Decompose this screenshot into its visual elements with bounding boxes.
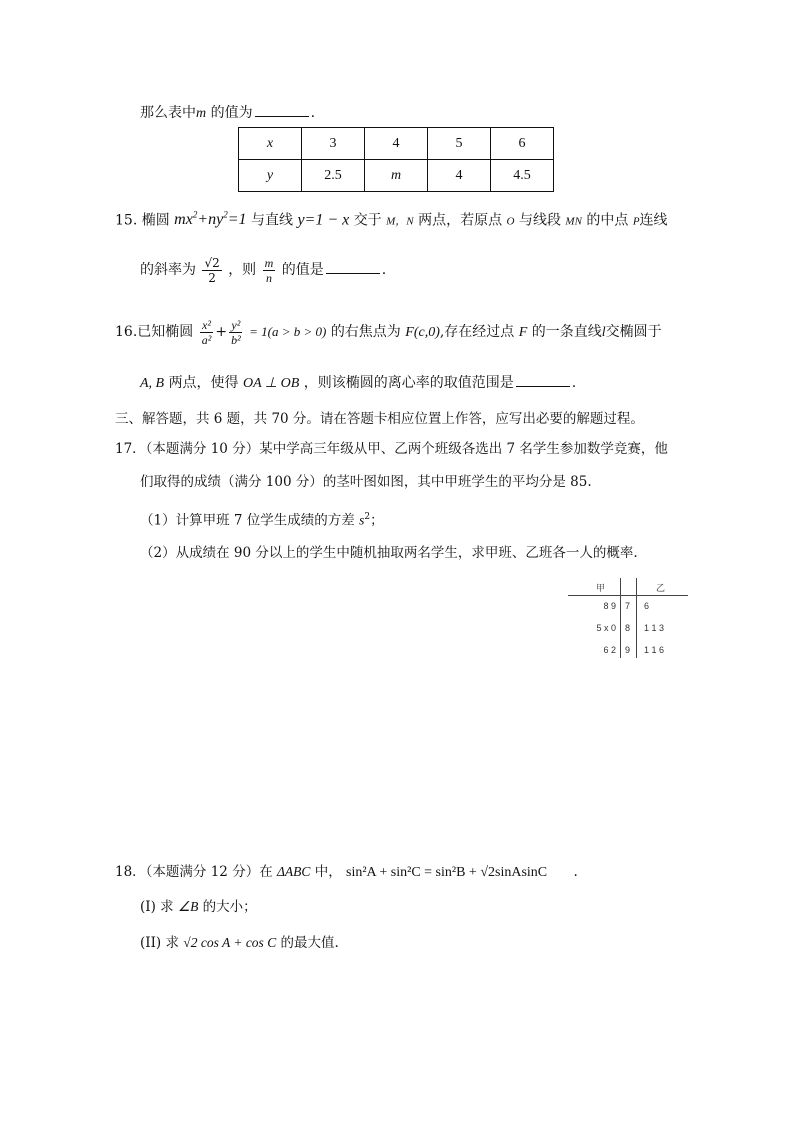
stem-leaf-left: 6 2 (603, 645, 616, 655)
stem-leaf-left: 5 x 0 (596, 623, 616, 633)
fraction-m-over-n: $\frac{m}{n}$ (264, 255, 274, 285)
stem-leaf-right: 1 1 6 (644, 645, 665, 655)
q17-part1: （1）计算甲班 7 位学生成绩的方差 $s^2$； (140, 512, 384, 529)
stem-leaf-right: 6 (644, 601, 650, 611)
answer-blank (516, 372, 570, 387)
answer-blank (255, 102, 309, 117)
stem-header-left: 甲 (596, 583, 606, 593)
section-heading: 三、解答题，共 6 题，共 70 分。请在答题卡相应位置上作答，应写出必要的解题过程。 (115, 411, 644, 427)
stem-value: 7 (625, 601, 631, 611)
table-row-y: y 2.5 m 4 4.5 (239, 160, 554, 192)
fraction-x2-over-a2: $\frac{\text{x²}}{\text{a²}}$ (201, 317, 212, 347)
stem-leaf-plot (568, 578, 688, 658)
answer-blank (326, 259, 380, 274)
stem-header-rule (568, 595, 688, 596)
stem-value: 9 (625, 645, 631, 655)
table-row-x: x 3 4 5 6 (239, 128, 554, 160)
q18-line1: 18．（本题满分 12 分）在 ΔABC 中， sin²A + sin²C = sin²B + √2sinAsinC . (115, 864, 578, 880)
q18-part1: (I) 求 ∠B 的大小； (140, 899, 257, 915)
q17-part2: （2）从成绩在 90 分以上的学生中随机抽取两名学生，求甲班、乙班各一人的概率. (140, 545, 638, 561)
stem-leaf-left: 8 9 (603, 601, 616, 611)
stem-leaf-right: 1 1 3 (644, 623, 665, 633)
q15-line2: 的斜率为 $\frac{√2}{2}$ ，则 $\frac{m}{n}$ 的值是 . (140, 255, 387, 285)
stem-header-right: 乙 (656, 583, 666, 593)
q16-line1: 16.已知椭圆 $\frac{\text{x²}}{\text{a²}}$ + $\frac{\text{y²}}{\text{b²}}$ = 1(a > b > 0) 的右焦点为 F(c,0),存在经过点 F 的一条直线l交椭圆于 (115, 317, 662, 347)
fraction-sqrt2-over-2: $\frac{√2}{2}$ (204, 255, 220, 285)
q14-tail-line: 那么表中m 的值为 . (140, 102, 315, 124)
q18-part2: (II) 求 √2 cos A + cos C 的最大值. (140, 935, 339, 951)
q16-line2: A, B 两点，使得 OA ⊥ OB ，则该椭圆的离心率的取值范围是 . (140, 372, 576, 394)
stem-value: 8 (625, 623, 631, 633)
value-table (238, 127, 554, 192)
q17-line1: 17．（本题满分 10 分）某中学高三年级从甲、乙两个班级各选出 7 名学生参加数学竞赛，他 (115, 441, 668, 457)
stem-divider-right (636, 578, 637, 658)
stem-divider-left (620, 578, 621, 658)
fraction-y2-over-b2: $\frac{\text{y²}}{\text{b²}}$ (231, 317, 241, 347)
q15-line1: 15. 椭圆 $mx^2+ny^2=1$ 与直线 y=1 − x 交于 M，N 两点，若原点 O 与线段 MN 的中点 P连线 (115, 210, 668, 229)
q17-line2: 们取得的成绩（满分 100 分）的茎叶图如图，其中甲班学生的平均分是 85. (140, 474, 592, 490)
